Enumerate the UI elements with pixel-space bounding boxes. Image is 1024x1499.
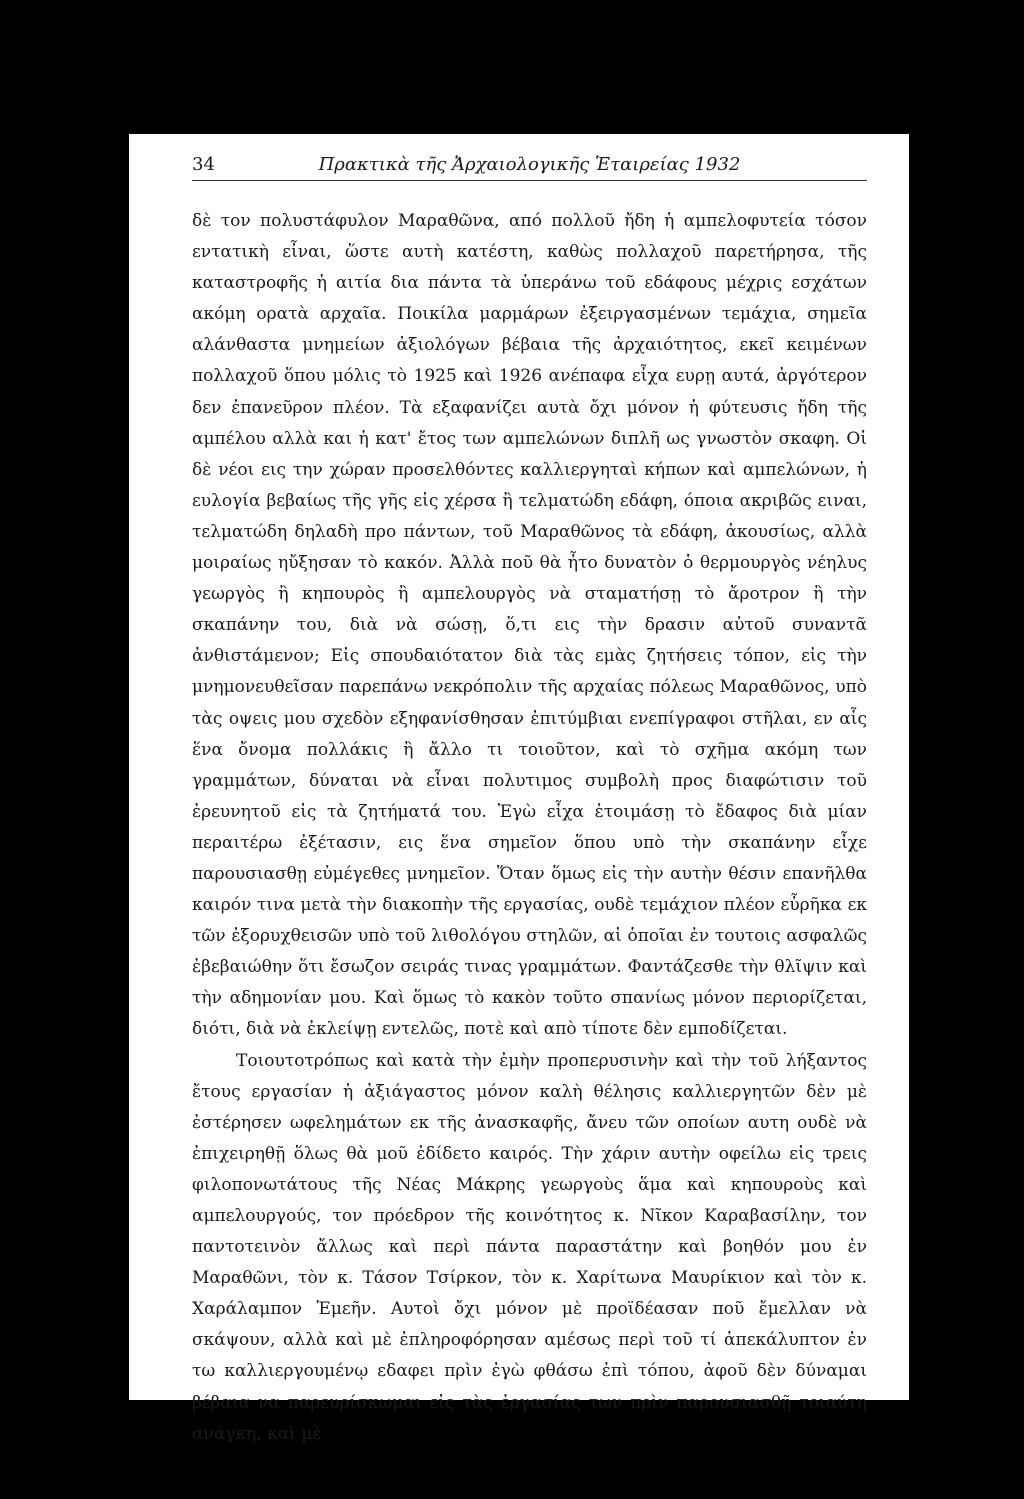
document-page [129,134,909,1444]
paragraph: δὲ τον πολυστάφυλον Μαραθῶνα, από πολλοῦ ἤδη ἡ αμπελοφυτεία τόσον εντατικὴ εἶναι, ὥστε αυτὴ κατέστη, καθὼς πολλαχοῦ παρετήρησα, τῆς καταστροφῆς ἡ αιτία δια πάντα τὰ ὑπεράνω τοῦ εδάφους μέχρις εσχάτων ακόμη ορατὰ αρχαῖα. Ποικίλα μαρμάρων ἐξειργασμένων τεμάχια, σημεῖα αλάνθαστα μνημείων ἀξιολόγων βέβαια τῆς ἀρχαιότητος, εκεῖ κειμένων πολλαχοῦ ὅπου μόλις τὸ 1925 καὶ 1926 ανέπαφα εἶχα ευρῃ αυτά, ἀργότερον δεν ἐπανεῦρον πλέον. Τὰ εξαφανίζει αυτὰ ὄχι μόνον ἡ φύτευσις ἤδη τῆς αμπέλου αλλὰ και ἡ κατ' ἔτος των αμπελώνων διπλῆ ως γνωστὸν σκαφη. Οἱ δὲ νέοι εις την χώραν προσελθόντες καλλιεργηταὶ κήπων καὶ αμπελώνων, ἡ ευλογία βεβαίως τῆς γῆς εἰς χέρσα ἢ τελματώδη εδάφη, όποια ακριβῶς ειναι, τελματώδη δηλαδὴ προ πάντων, τοῦ Μαραθῶνος τὰ εδάφη, ἀκουσίως, αλλὰ μοιραίως ηὔξησαν τὸ κακόν. Ἀλλὰ ποῦ θὰ ἦτο δυνατὸν ὁ θερμουργὸς νέηλυς γεωργὸς ἢ κηπουρὸς ἢ αμπελουργὸς νὰ σταματήσῃ τὸ ἄροτρον ἢ τὴν σκαπάνην του, διὰ νὰ σώσῃ, ὅ,τι εις τὴν δρασιν αὐτοῦ συναντᾶ ἀνθιστάμενον; Εἰς σπουδαιότατον διὰ τὰς εμὰς ζητήσεις τόπον, εἰς τὴν μνημονευθεῖσαν παρεπάνω νεκρόπολιν τῆς αρχαίας πόλεως Μαραθῶνος, υπὸ τὰς οψεις μου σχεδὸν εξηφανίσθησαν ἐπιτύμβιαι ενεπίγραφοι στῆλαι, εν αἷς ἕνα ὄνομα πολλάκις ἢ ἄλλο τι τοιοῦτον, καὶ τὸ σχῆμα ακόμη των γραμμάτων, δύναται νὰ εἶναι πολυτιμος συμβολὴ προς διαφώτισιν τοῦ ἐρευνητοῦ εἰς τὰ ζητήματά του. Ἐγὼ εἶχα ἑτοιμάσῃ τὸ ἔδαφος διὰ μίαν περαιτέρω ἐξέτασιν, εις ἕνα σημεῖον ὅπου υπὸ τὴν σκαπάνην εἶχε παρουσιασθῃ εὐμέγεθες μνημεῖον. Ὅταν ὅμως εἰς τὴν αυτὴν θέσιν επανῆλθα καιρόν τινα μετὰ τὴν διακοπὴν τῆς εργασίας, ουδὲ τεμάχιον πλέον εὗρῆκα εκ τῶν ἐξορυχθεισῶν υπὸ τοῦ λιθολόγου στηλῶν, αἱ ὁποῖαι ἐν τουτοις ασφαλῶς ἐβεβαιώθην ὅτι ἔσωζον σειράς τινας γραμμάτων. Φαντάζεσθε τὴν θλῖψιν καὶ τὴν αδημονίαν μου. Καὶ ὅμως τὸ κακὸν τοῦτο σπανίως μόνον περιορίζεται, διότι, διὰ νὰ ἐκλείψῃ εντελῶς, ποτὲ καὶ απὸ τίποτε δὲν εμποδίζεται. [192,211,867,1040]
body-text [192,206,867,1450]
running-head [192,150,867,181]
page-number: 34 [192,154,215,175]
paragraph: Τοιουτοτρόπως καὶ κατὰ τὴν ἐμὴν προπερυσινὴν καὶ τὴν τοῦ λήξαντος ἔτους εργασίαν ἡ ἀξιάγαστος μόνον καλὴ θέλησις καλλιεργητῶν δὲν μὲ ἐστέρησεν ωφελημάτων εκ τῆς ἀνασκαφῆς, ἄνευ τῶν οποίων αυτη ουδὲ νὰ ἐπιχειρηθῇ ὅλως θὰ μοῦ ἐδίδετο καιρός. Τὴν χάριν αυτὴν οφείλω εἰς τρεις φιλοπονωτάτους τῆς Νέας Μάκρης γεωργοὺς ἅμα καὶ κηπουροὺς καὶ αμπελουργούς, τον πρόεδρον τῆς κοινότητος κ. Νῖκον Καραβασίλην, τον παντοτεινὸν ἄλλως καὶ περὶ πάντα παραστάτην καὶ βοηθόν μου ἐν Μαραθῶνι, τὸν κ. Τάσον Τσίρκον, τὸν κ. Χαρίτωνα Μαυρίκιον καὶ τὸν κ. Χαράλαμπον Ἐμεῆν. Αυτοὶ ὄχι μόνον μὲ προϊδέασαν ποῦ ἔμελλαν νὰ σκάψουν, αλλὰ καὶ μὲ ἐπληροφόρησαν αμέσως περὶ τοῦ τί ἀπεκάλυπτον ἐν τω καλλιεργουμένῳ εδαφει πρὶν ἐγὼ φθάσω ἐπὶ τόπου, ἀφοῦ δὲν δύναμαι βέβαια να παρευρίσκωμαι εἰς τὰς ἐργασίας των πρὶν παρουσιασθῇ τοιαύτη ανάγκη, καὶ μὲ [192,1050,867,1444]
running-head-title: Πρακτικὰ τῆς Ἀρχαιολογικῆς Ἑταιρείας 1932 [318,154,741,175]
